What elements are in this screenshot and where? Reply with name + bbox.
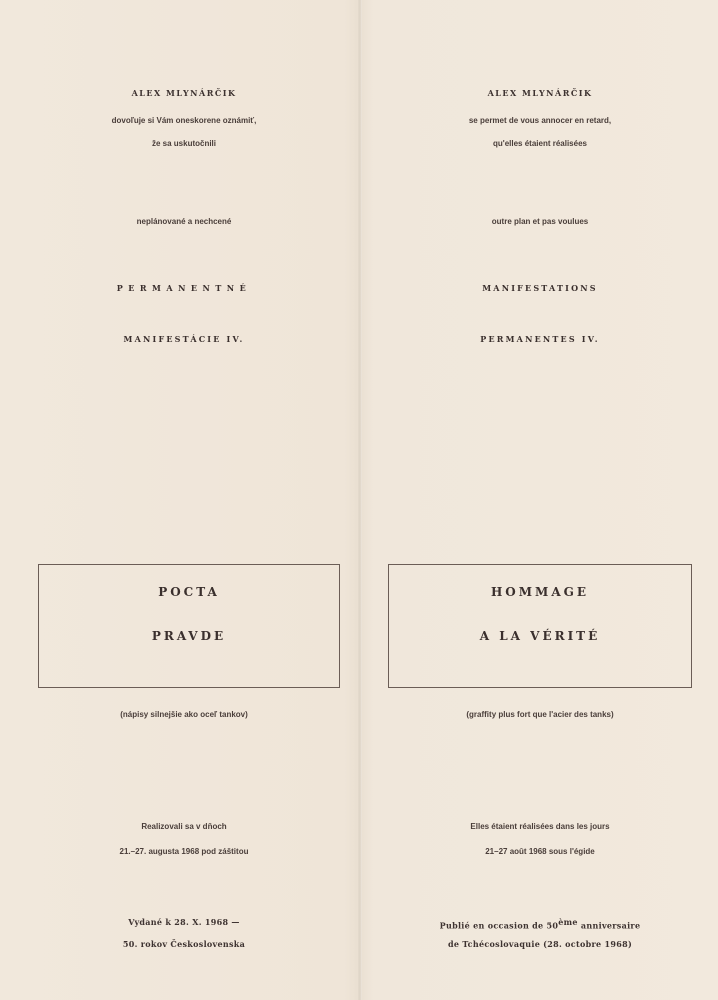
publication-line-1	[370, 917, 710, 931]
subtitle: neplánované a nechcené	[136, 217, 232, 226]
publication-line-1: Vydané k 28. X. 1968 —	[128, 917, 240, 927]
title-line-2: MANIFESTÁCIE IV.	[123, 334, 245, 344]
title-line-1: MANIFESTATIONS	[482, 283, 598, 293]
title-line-2: PERMANENTES IV.	[480, 334, 600, 344]
parenthetical: (graffity plus fort que l'acier des tanks)	[466, 710, 614, 719]
date-line-1: Realizovali sa v dňoch	[141, 822, 227, 831]
french-column	[370, 0, 710, 1000]
date-line-2: 21.–27. augusta 1968 pod záštitou	[119, 847, 249, 856]
intro-line-2: že sa uskutočnili	[151, 139, 217, 148]
title-box	[388, 564, 692, 688]
ordinal-suffix: ème	[558, 917, 578, 927]
title-box	[38, 564, 340, 688]
paper-fold	[358, 0, 362, 1000]
author-name: ALEX MLYNÁRČIK	[131, 88, 237, 98]
slovak-column	[14, 0, 354, 1000]
box-line-2: PRAVDE	[151, 629, 227, 643]
author-name: ALEX MLYNÁRČIK	[487, 88, 593, 98]
box-line-2: A LA VÉRITÉ	[479, 629, 601, 643]
date-line-1: Elles étaient réalisées dans les jours	[470, 822, 610, 831]
parenthetical: (nápisy silnejšie ako oceľ tankov)	[120, 710, 248, 719]
publication-line-1-end: anniversaire	[577, 920, 641, 931]
box-line-1: POCTA	[158, 585, 220, 599]
box-line-1: HOMMAGE	[490, 585, 590, 599]
publication-line-1-start: Publié en occasion de 50	[439, 920, 559, 931]
publication-line-2: de Tchécoslovaquie (28. octobre 1968)	[447, 939, 633, 949]
intro-line-1: dovoľuje si Vám oneskorene oznámiť,	[111, 116, 257, 125]
intro-line-1: se permet de vous annocer en retard,	[468, 116, 612, 125]
intro-line-2: qu'elles étaient réalisées	[493, 139, 587, 148]
date-line-2: 21–27 août 1968 sous l'égide	[485, 847, 595, 856]
publication-line-2: 50. rokov Československa	[122, 939, 246, 949]
subtitle: outre plan et pas voulues	[491, 217, 589, 226]
title-line-1: PERMANENTNÉ	[116, 283, 252, 293]
